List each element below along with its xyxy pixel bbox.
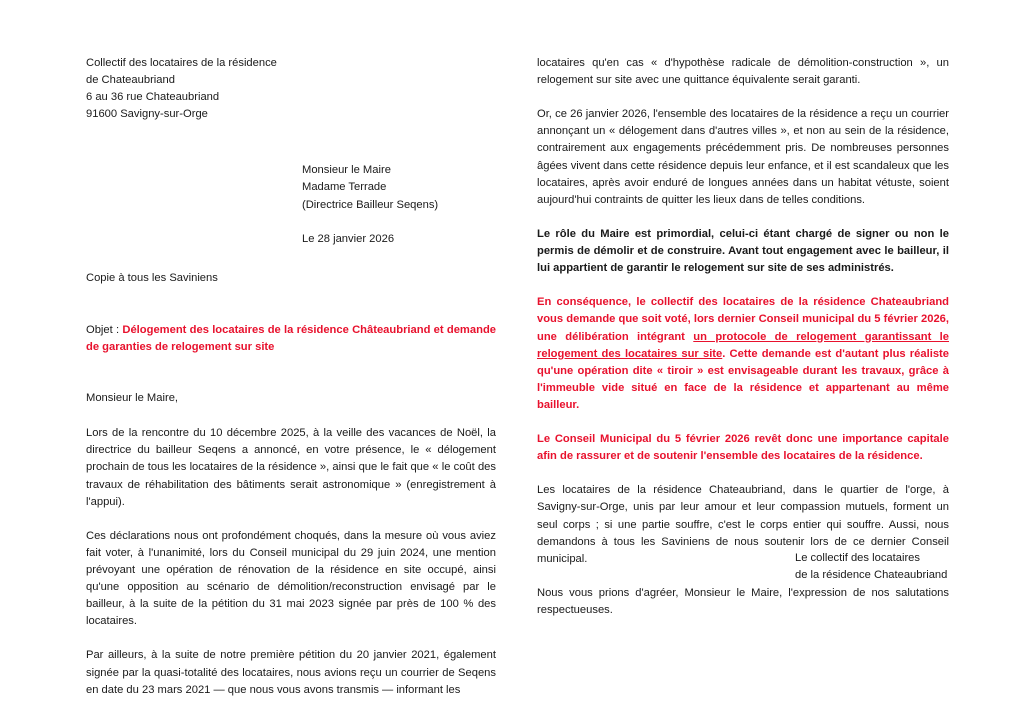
body-paragraph-9-closing: Nous vous prions d'agréer, Monsieur le Maire, l'expression de nos salutations respectueuses. <box>537 586 949 616</box>
right-column <box>537 55 949 619</box>
spacer-after-sender <box>86 123 496 162</box>
body-paragraph-3: Par ailleurs, à la suite de notre première pétition du 20 janvier 2021, également signée par la quasi-totalité des locataires, nous avions reçu un courrier de Seqens en date du 23 mars 2021 — que nous vous avons transmis — informant les <box>86 649 496 696</box>
subject-text: Délogement des locataires de la résidence Châteaubriand et demande de garanties de relogement sur site <box>86 323 496 354</box>
spacer-before-date <box>302 214 496 231</box>
signature-line-1: Le collectif des locataires <box>795 552 920 564</box>
sender-line-2: de Chateaubriand <box>86 74 175 87</box>
sender-line-4: 91600 Savigny-sur-Orge <box>86 108 208 121</box>
recipient-address-block <box>302 162 496 247</box>
body-paragraph-2: Ces déclarations nous ont profondément choqués, dans la mesure où vous aviez fait voter, à l'unanimité, lors du Conseil municipal du 29 juin 2024, une mention prévoyant une opération de rénovation de la résidence en site occupé, ainsi qu'une opposition au scénario de démolition/reconstruction envisagé par le bailleur, à la suite de la pétition du 31 mai 2023 signée par près de 100 % des locataires. <box>86 529 496 628</box>
recipient-line-2: Madame Terrade <box>302 181 387 194</box>
sender-line-3: 6 au 36 rue Chateaubriand <box>86 91 220 104</box>
spacer-before-subject <box>86 287 496 322</box>
letter-date: Le 28 janvier 2026 <box>302 232 395 245</box>
demand-part-2: . Cette demande est d'autant plus réaliste qu'une opération dite « tiroir » est envisageable durant les travaux, grâce à l'immeuble vide situé en face de la résidence et appartenant au même bailleur. <box>537 347 949 411</box>
body-paragraph-6-demand <box>537 294 949 414</box>
body-paragraph-7-council: Le Conseil Municipal du 5 février 2026 revêt donc une importance capitale afin de rassurer et de soutenir l'ensemble des locataires de la résidence. <box>537 433 949 463</box>
body-paragraph-5-mayor-role: Le rôle du Maire est primordial, celui-ci étant chargé de signer ou non le permis de démolir et de construire. Avant tout engagement avec le bailleur, il lui appartient de garantir le relogement sur site de ses administrés. <box>537 227 949 275</box>
spacer-before-body <box>86 407 496 425</box>
signature-block <box>795 550 970 584</box>
recipient-line-1: Monsieur le Maire <box>302 164 391 177</box>
body-paragraph-8-solidarity: Les locataires de la résidence Chateaubriand, dans le quartier de l'orge, à Savigny-sur-Orge, unis par leur amour et leur compassion mutuels, forment un seul corps ; si une partie souffre, c'est le corps entier qui souffre. Aussi, nous demandons à tous les Saviniens de nous soutenir lors de ce dernier Conseil municipal. <box>537 484 949 565</box>
spacer-before-copy-notice <box>86 248 496 270</box>
sender-address-block <box>86 55 496 123</box>
spacer-before-salutation <box>86 356 496 390</box>
body-paragraph-3-continued: locataires qu'en cas « d'hypothèse radicale de démolition-construction », un relogement sur site avec une quittance équivalente serait garanti. <box>537 57 949 87</box>
salutation: Monsieur le Maire, <box>86 392 179 405</box>
copy-notice: Copie à tous les Saviniens <box>86 271 218 284</box>
signature-line-2: de la résidence Chateaubriand <box>795 569 948 582</box>
subject-line <box>86 322 496 356</box>
demand-part-1: En conséquence, le collectif des locataires de la résidence Chateaubriand vous demande que soit voté, lors dernier Conseil municipal du 5 février 2026, une délibération intégrant <box>537 296 949 343</box>
demand-underlined-clause: un protocole de relogement garantissant le relogement des locataires sur site <box>537 330 949 360</box>
body-paragraph-1: Lors de la rencontre du 10 décembre 2025, à la veille des vacances de Noël, la directrice du bailleur Seqens a annoncé, en votre présence, le « délogement prochain de tous les locataires de la résidence », ainsi que le fait que « le coût des travaux de réhabilitation des bâtiments serait astronomique » (enregistrement à l'appui). <box>86 427 496 508</box>
body-paragraph-4: Or, ce 26 janvier 2026, l'ensemble des locataires de la résidence a reçu un courrier annonçant un « délogement dans d'autres villes », et non au sein de la résidence, contrairement aux engagements précédemment pris. De nombreuses personnes âgées vivent dans cette résidence depuis leur enfance, et il est scandaleux que les locataires, après avoir enduré de longues années dans un habitat vétuste, soient aujourd'hui contraints de quitter les lieux dans de telles conditions. <box>537 108 949 206</box>
recipient-line-3: (Directrice Bailleur Seqens) <box>302 198 439 211</box>
subject-label: Objet : <box>86 323 123 336</box>
sender-line-1: Collectif des locataires de la résidence <box>86 57 277 69</box>
left-column <box>86 55 496 699</box>
